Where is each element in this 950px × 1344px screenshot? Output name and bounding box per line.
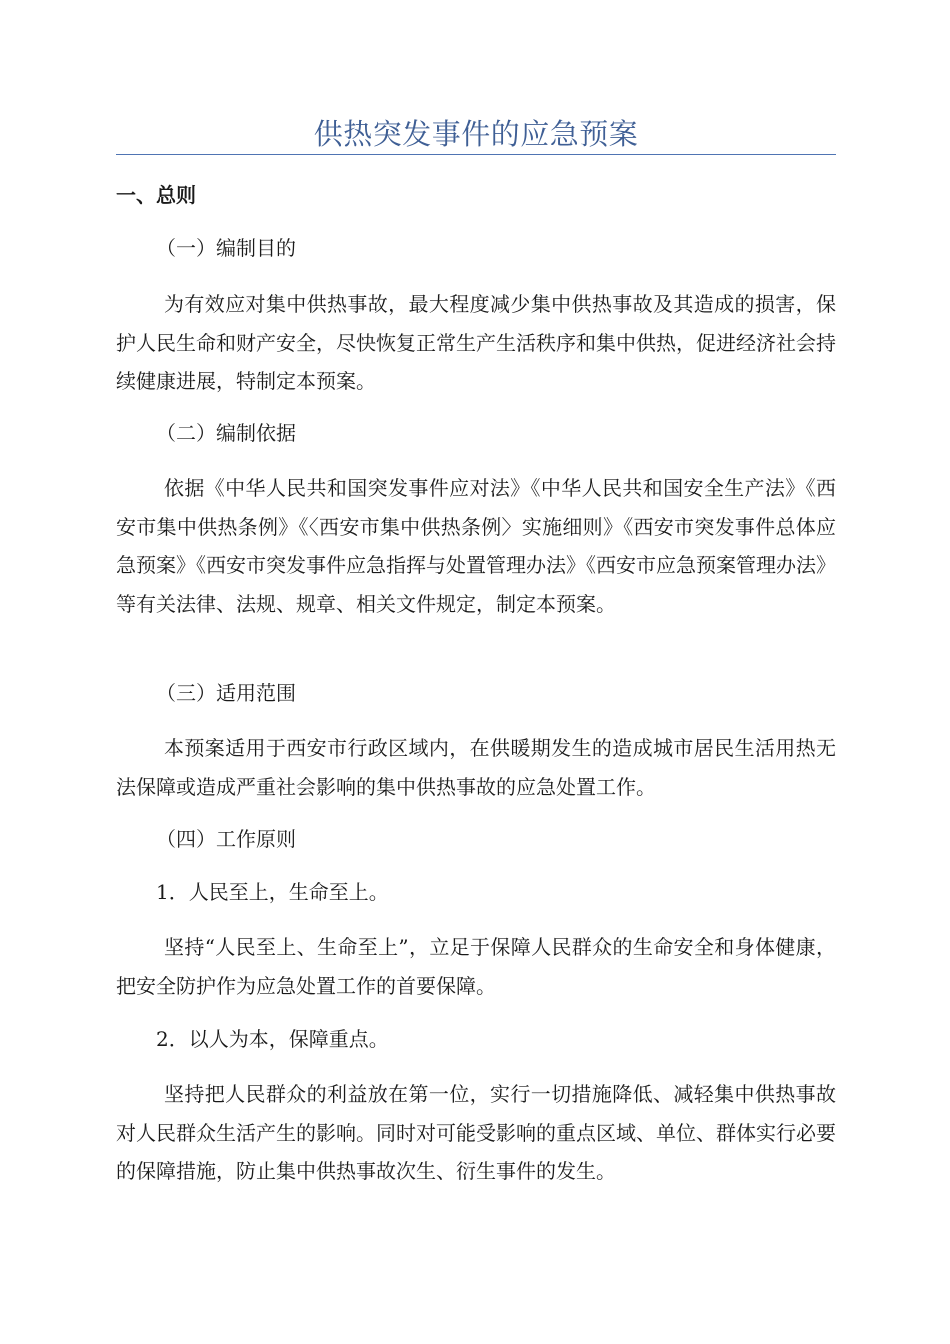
paragraph-principle-2: 坚持把人民群众的利益放在第一位，实行一切措施降低、减轻集中供热事故对人民群众生活产生的影响。同时对可能受影响的重点区域、单位、群体实行必要的保障措施，防止集中供热事故次生、衍生事件的发生。 bbox=[116, 1082, 836, 1183]
title-underline bbox=[116, 154, 836, 155]
principle-1-heading: 1．人民至上，生命至上。 bbox=[156, 880, 389, 904]
paragraph-purpose: 为有效应对集中供热事故，最大程度减少集中供热事故及其造成的损害，保护人民生命和财产安全，尽快恢复正常生产生活秩序和集中供热，促进经济社会持续健康进展，特制定本预案。 bbox=[116, 292, 836, 393]
subheading-basis: （二）编制依据 bbox=[156, 421, 296, 445]
section-heading-general: 一、总则 bbox=[116, 183, 196, 207]
principle-2-heading: 2．以人为本，保障重点。 bbox=[156, 1027, 389, 1051]
subheading-purpose: （一）编制目的 bbox=[156, 236, 296, 260]
document-title: 供热突发事件的应急预案 bbox=[313, 117, 639, 151]
paragraph-principle-1: 坚持“人民至上、生命至上”，立足于保障人民群众的生命安全和身体健康，把安全防护作为应急处置工作的首要保障。 bbox=[116, 935, 836, 998]
document-page bbox=[116, 0, 836, 1344]
subheading-principles: （四）工作原则 bbox=[156, 827, 296, 851]
paragraph-basis: 依据《中华人民共和国突发事件应对法》《中华人民共和国安全生产法》《西安市集中供热条例》《〈西安市集中供热条例〉实施细则》《西安市突发事件总体应急预案》《西安市突发事件应急指挥与处置管理办法》《西安市应急预案管理办法》等有关法律、法规、规章、相关文件规定，制定本预案。 bbox=[116, 476, 836, 616]
subheading-scope: （三）适用范围 bbox=[156, 681, 296, 705]
paragraph-scope: 本预案适用于西安市行政区域内，在供暖期发生的造成城市居民生活用热无法保障或造成严重社会影响的集中供热事故的应急处置工作。 bbox=[116, 736, 836, 799]
